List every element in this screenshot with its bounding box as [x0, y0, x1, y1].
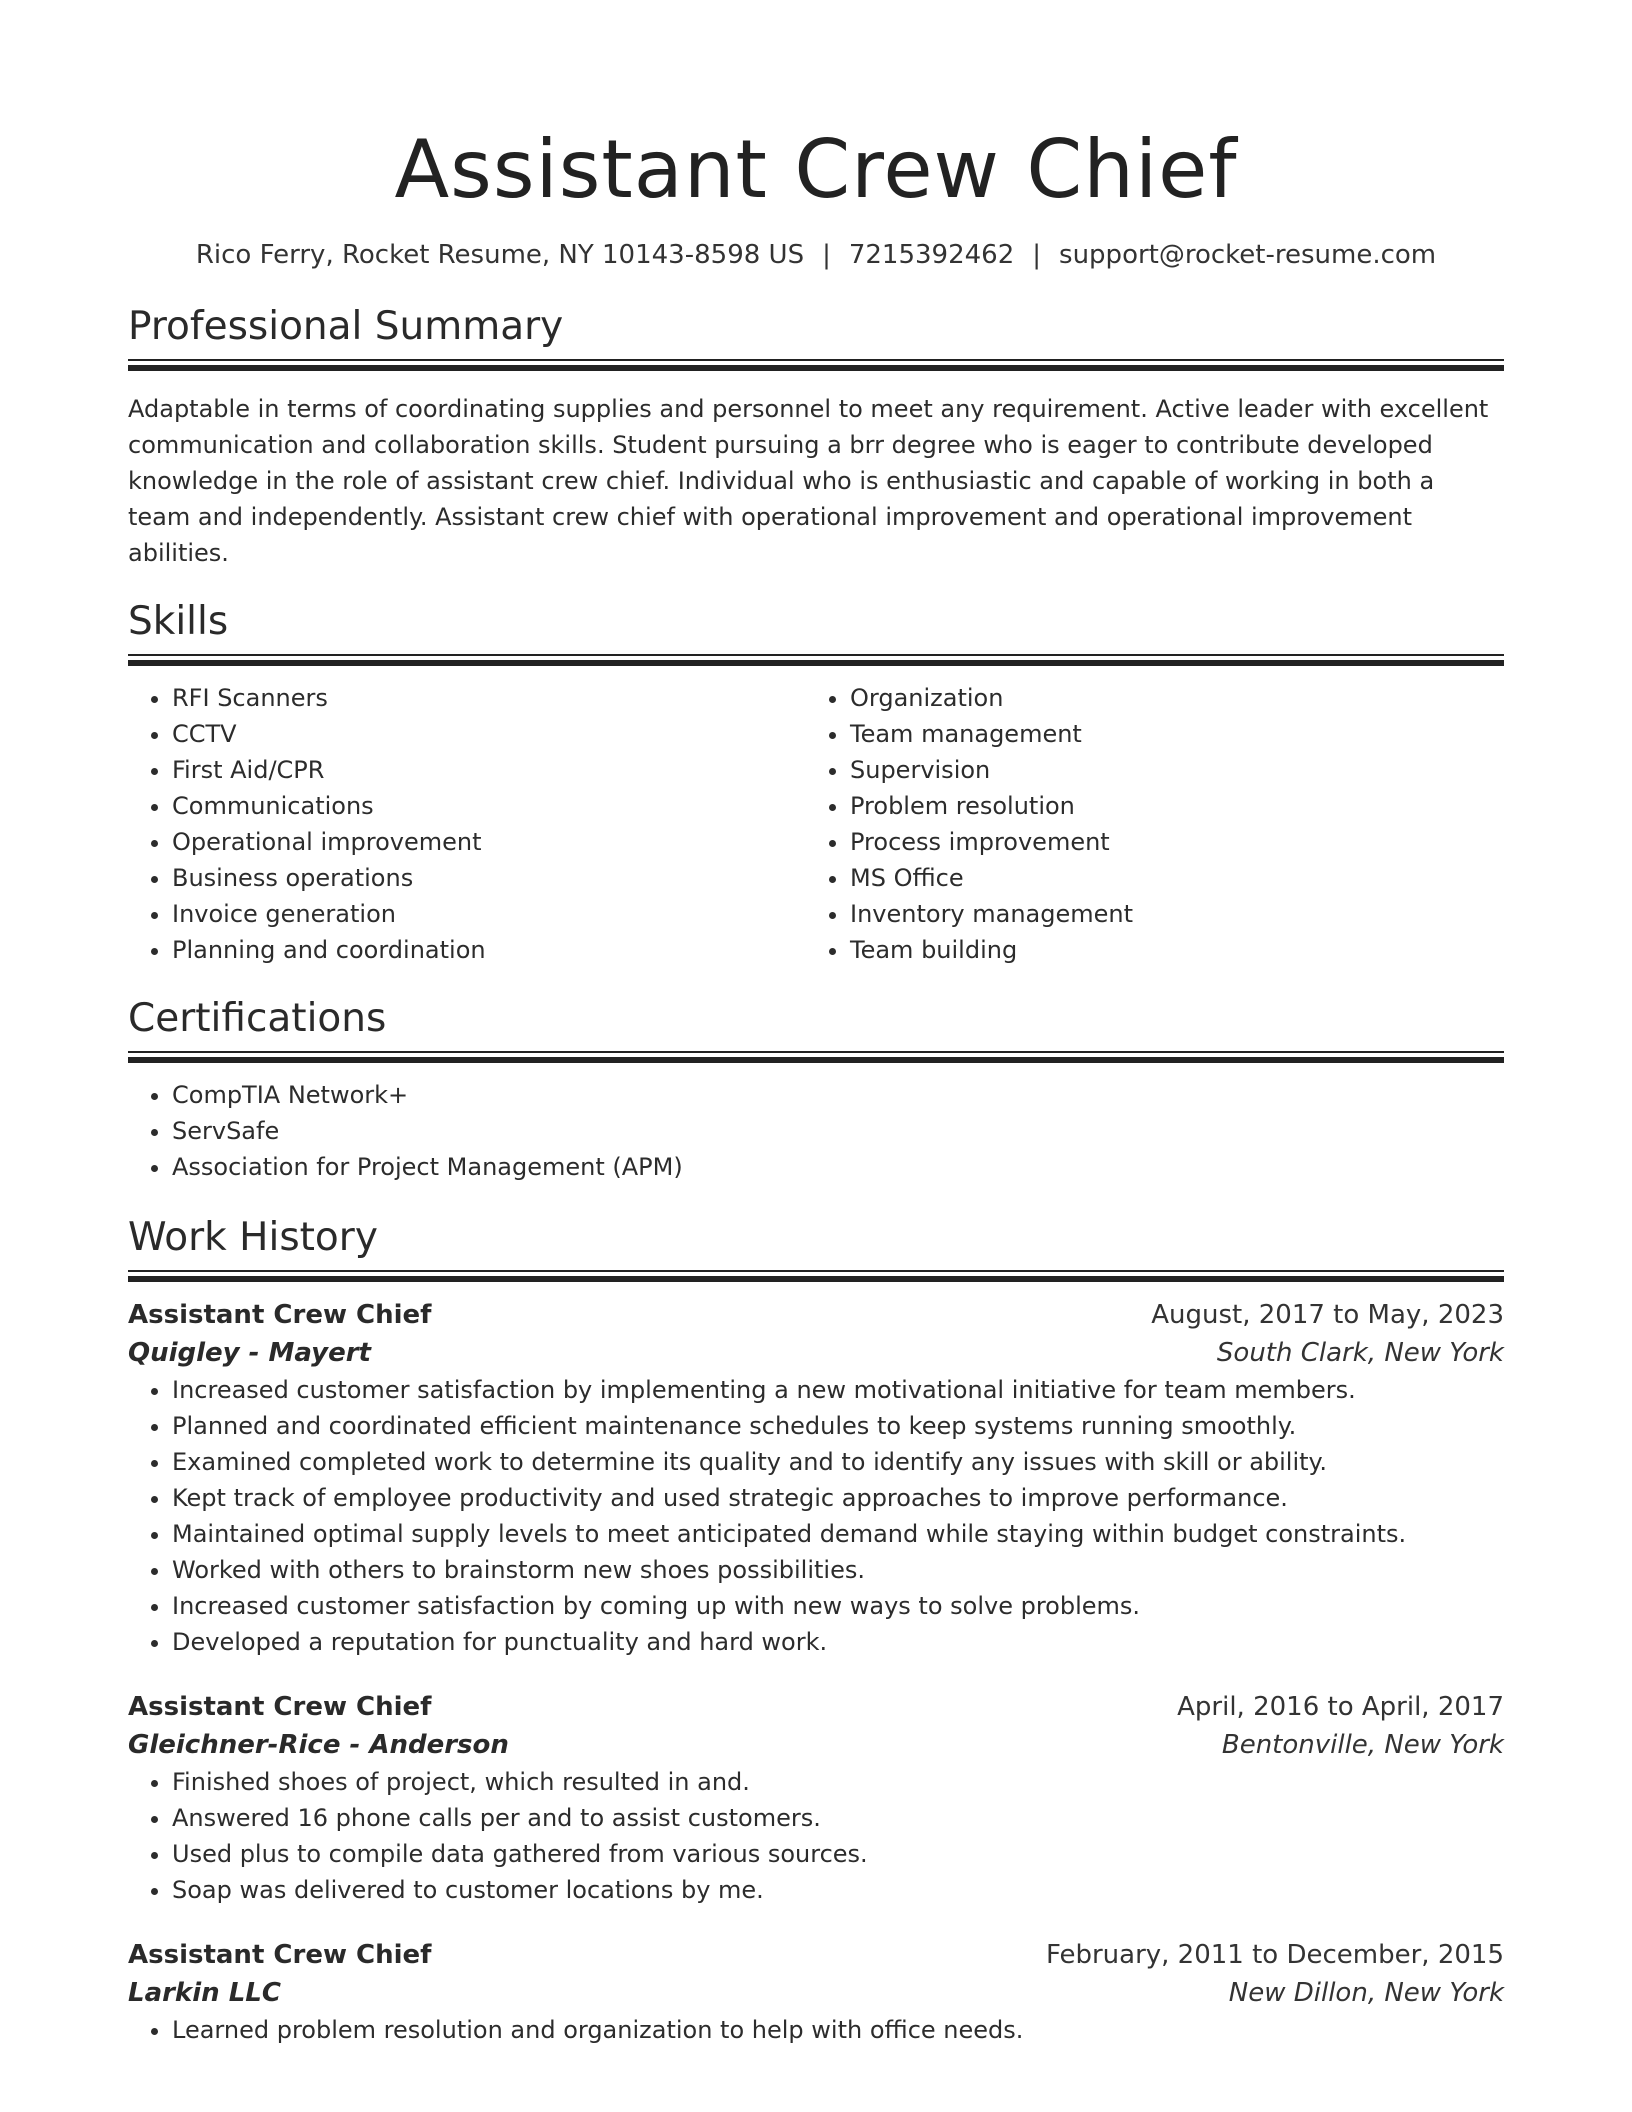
skill-item: • Team building: [850, 932, 1484, 968]
skill-item: • RFI Scanners: [172, 680, 806, 716]
job-subheader: [128, 1726, 1504, 1764]
certifications-list: [128, 1077, 1504, 1185]
contact-address: Rico Ferry, Rocket Resume, NY 10143-8598 US: [195, 240, 805, 270]
job-title: Assistant Crew Chief: [128, 1692, 432, 1722]
job-duty: • Answered 16 phone calls per and to assist customers.: [172, 1800, 1504, 1836]
job-company: Larkin LLC: [128, 1978, 281, 2008]
job-duty: • Learned problem resolution and organization to help with office needs.: [172, 2012, 1504, 2048]
skill-item: • Supervision: [850, 752, 1484, 788]
certification-item: • Association for Project Management (APM): [172, 1149, 1504, 1185]
job-dates: August, 2017 to May, 2023: [1151, 1300, 1504, 1330]
job-location: Bentonville, New York: [1221, 1730, 1504, 1760]
section-divider: [128, 654, 1504, 666]
job-duty: • Kept track of employee productivity and used strategic approaches to improve performance.: [172, 1480, 1504, 1516]
job-duties-list: [128, 2012, 1504, 2048]
skill-item: • Communications: [172, 788, 806, 824]
job-company: Quigley - Mayert: [128, 1338, 371, 1368]
skill-item: • Inventory management: [850, 896, 1484, 932]
job-dates: April, 2016 to April, 2017: [1177, 1692, 1504, 1722]
skill-item: • Organization: [850, 680, 1484, 716]
skill-item: • Invoice generation: [172, 896, 806, 932]
job-subheader: [128, 1334, 1504, 1372]
contact-line: [128, 240, 1504, 270]
skill-item: • Problem resolution: [850, 788, 1484, 824]
job-duty: • Maintained optimal supply levels to meet anticipated demand while staying within budget constraints.: [172, 1516, 1504, 1552]
job-header: [128, 1936, 1504, 1974]
certification-item: • ServSafe: [172, 1113, 1504, 1149]
skills-list-right: [806, 680, 1484, 968]
skills-section: [128, 599, 1504, 968]
skill-item: • Process improvement: [850, 824, 1484, 860]
resume-page: [128, 0, 1504, 2048]
job-header: [128, 1296, 1504, 1334]
job-duty: • Increased customer satisfaction by coming up with new ways to solve problems.: [172, 1588, 1504, 1624]
section-heading-summary: Professional Summary: [128, 304, 564, 349]
skills-column-right: [806, 680, 1484, 968]
job-duty: • Used plus to compile data gathered from various sources.: [172, 1836, 1504, 1872]
work-history-section: [128, 1215, 1504, 2048]
skill-item: • Planning and coordination: [172, 932, 806, 968]
certification-item: • CompTIA Network+: [172, 1077, 1504, 1113]
skill-item: • CCTV: [172, 716, 806, 752]
job-title: Assistant Crew Chief: [128, 1300, 432, 1330]
resume-title: Assistant Crew Chief: [394, 123, 1238, 216]
section-heading-certifications: Certifications: [128, 996, 387, 1041]
job-entry: [128, 1296, 1504, 1660]
section-divider: [128, 1051, 1504, 1063]
skills-list-left: [128, 680, 806, 968]
contact-phone: 7215392462: [848, 240, 1015, 270]
job-title: Assistant Crew Chief: [128, 1940, 432, 1970]
skill-item: • Operational improvement: [172, 824, 806, 860]
summary-text: Adaptable in terms of coordinating supplies and personnel to meet any requirement. Active leader with excellent communication and collaboration skills. Student pursuing a brr degree who is eager to contribute developed knowledge in the role of assistant crew chief. Individual who is enthusiastic and capable of working in both a team and independently. Assistant crew chief with operational improvement and operational improvement abilities.: [128, 395, 1489, 567]
job-dates: February, 2011 to December, 2015: [1045, 1940, 1504, 1970]
certifications-section: [128, 996, 1504, 1185]
skill-item: • Team management: [850, 716, 1484, 752]
job-duties-list: [128, 1372, 1504, 1660]
job-duty: • Planned and coordinated efficient maintenance schedules to keep systems running smoothly.: [172, 1408, 1504, 1444]
job-duty: • Examined completed work to determine its quality and to identify any issues with skill or ability.: [172, 1444, 1504, 1480]
job-location: New Dillon, New York: [1228, 1978, 1504, 2008]
contact-email: support@rocket-resume.com: [1059, 240, 1437, 270]
job-company: Gleichner-Rice - Anderson: [128, 1730, 509, 1760]
job-header: [128, 1688, 1504, 1726]
summary-section: [128, 304, 1504, 571]
section-divider: [128, 359, 1504, 371]
section-heading-work-history: Work History: [128, 1215, 378, 1260]
skill-item: • MS Office: [850, 860, 1484, 896]
section-heading-skills: Skills: [128, 599, 229, 644]
job-location: South Clark, New York: [1216, 1338, 1504, 1368]
contact-separator: |: [822, 240, 831, 270]
job-subheader: [128, 1974, 1504, 2012]
job-duty: • Worked with others to brainstorm new shoes possibilities.: [172, 1552, 1504, 1588]
skill-item: • Business operations: [172, 860, 806, 896]
job-entry: [128, 1688, 1504, 1908]
skills-columns: [128, 680, 1504, 968]
job-duties-list: [128, 1764, 1504, 1908]
skills-column-left: [128, 680, 806, 968]
contact-separator: |: [1032, 240, 1042, 270]
job-entry: [128, 1936, 1504, 2048]
job-duty: • Increased customer satisfaction by implementing a new motivational initiative for team members.: [172, 1372, 1504, 1408]
job-duty: • Developed a reputation for punctuality and hard work.: [172, 1624, 1504, 1660]
section-divider: [128, 1270, 1504, 1282]
job-duty: • Soap was delivered to customer locations by me.: [172, 1872, 1504, 1908]
job-duty: • Finished shoes of project, which resulted in and.: [172, 1764, 1504, 1800]
skill-item: • First Aid/CPR: [172, 752, 806, 788]
